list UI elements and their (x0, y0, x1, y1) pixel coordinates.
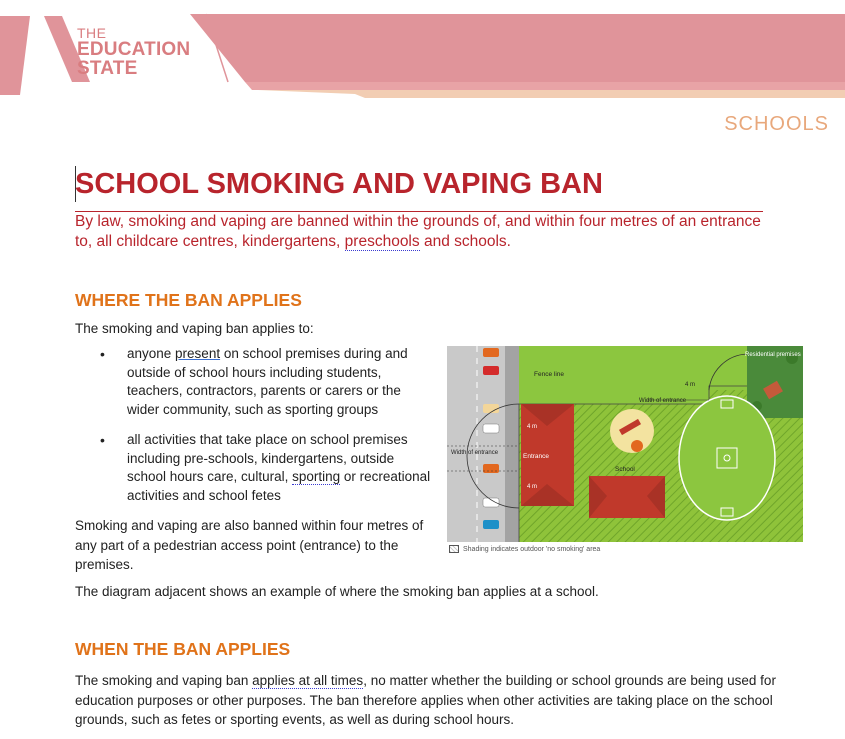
brand-line-1: THE (77, 25, 107, 41)
where-para-1: Smoking and vaping are also banned within four metres of any part of a pedestrian access point (entrance) to the premises. (75, 518, 424, 572)
bullet1-c: on school premises during and outside of school hours including students, teachers, contractors, parents or carers or the wider community, such as sporting groups (127, 346, 408, 417)
brand-logo (77, 26, 190, 78)
when-before: The smoking and vaping ban (75, 673, 253, 688)
bullet-item (100, 345, 435, 419)
entrance-label: Entrance (523, 453, 550, 460)
where-heading: WHERE THE BAN APPLIES (75, 290, 302, 310)
where-bullets (100, 345, 435, 517)
when-para (75, 671, 795, 730)
intro-text (75, 212, 765, 252)
bullet2-c: or recreational activities and school fetes (127, 469, 431, 503)
where-para-2: The diagram adjacent shows an example of where the smoking ban applies at a school. (75, 584, 599, 599)
school-label: School (615, 466, 635, 473)
width-of-entrance-left-label: Width of entrance (451, 450, 499, 456)
bullet2-a: all activities that take place on school premises including pre-schools, kindergartens, outside school hours care, cultural, (127, 432, 408, 484)
brand-line-2: EDUCATION (77, 39, 191, 60)
page-title: SCHOOL SMOKING AND VAPING BAN (75, 168, 603, 200)
diagram-caption (449, 545, 600, 553)
width-of-entrance-label: Width of entrance (639, 398, 687, 404)
bullet2-b: sporting (292, 469, 341, 484)
bullet-item (100, 431, 435, 505)
bullet1-a: anyone (127, 346, 176, 361)
bullet1-b: present (175, 346, 221, 361)
fence-line-label: Fence line (534, 371, 564, 378)
residential-label: Residential premises (745, 352, 801, 358)
four-m-label: 4 m (527, 484, 538, 490)
shading-swatch (449, 545, 459, 553)
when-highlight: applies at all times (252, 673, 364, 688)
intro-before: By law, smoking and vaping are banned within the grounds of, and within four metres of an entrance to, all childcare centres, kindergartens, (75, 213, 761, 250)
brand-line-3: STATE (77, 58, 138, 79)
four-m-label: 4 m (685, 382, 696, 388)
when-after: , no matter whether the building or school grounds are being used for education purposes or other purposes. The ban therefore applies when other activities are taking place on the school grounds, such as fetes or sporting events, as well as during school hours. (75, 673, 776, 727)
intro-after: and schools. (419, 233, 511, 250)
four-m-label: 4 m (527, 424, 538, 430)
where-lead: The smoking and vaping ban applies to: (75, 321, 314, 336)
school-diagram (447, 346, 803, 542)
intro-highlight: preschools (344, 233, 420, 250)
when-heading: WHEN THE BAN APPLIES (75, 639, 291, 659)
section-label: SCHOOLS (724, 113, 829, 135)
caption-text: Shading indicates outdoor 'no smoking' area (463, 545, 601, 553)
